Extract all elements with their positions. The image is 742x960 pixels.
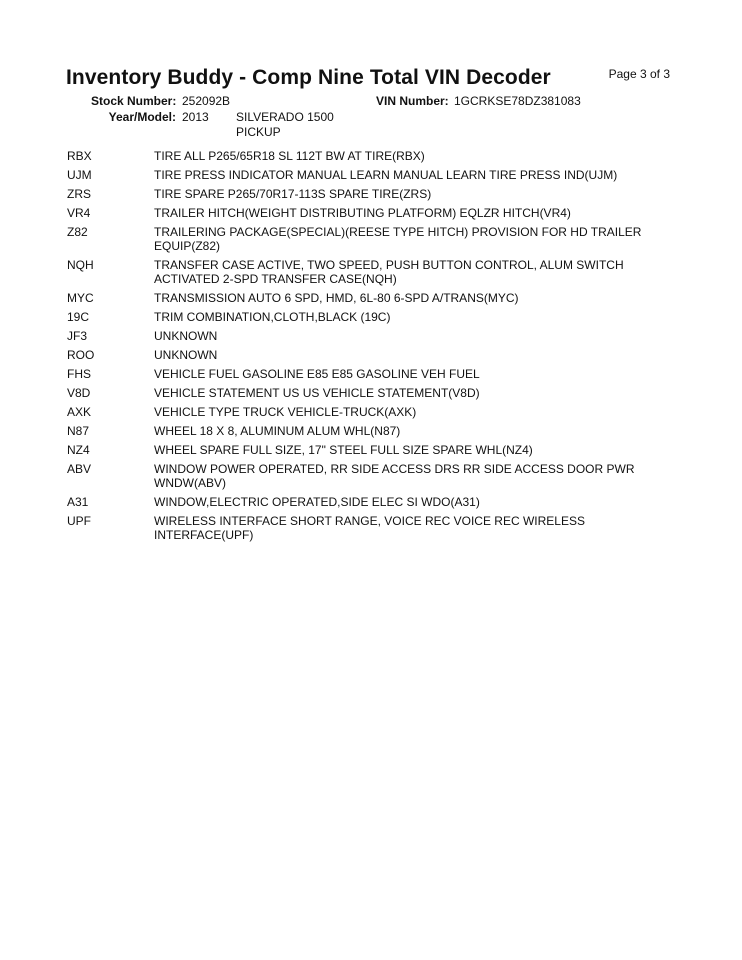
option-description: VEHICLE TYPE TRUCK VEHICLE-TRUCK(AXK) — [154, 405, 417, 419]
year-model-label — [91, 110, 176, 125]
vin-number-label-text: VIN Number: — [376, 94, 449, 108]
option-code: ZRS — [67, 187, 91, 201]
list-item — [67, 225, 667, 253]
vin-number-value: 1GCRKSE78DZ381083 — [454, 94, 581, 108]
list-item — [67, 329, 667, 343]
option-description: UNKNOWN — [154, 329, 218, 343]
list-item — [67, 495, 667, 509]
list-item — [67, 405, 667, 419]
option-code: FHS — [67, 367, 91, 381]
option-code: A31 — [67, 495, 89, 509]
option-code: ABV — [67, 462, 92, 476]
option-code: UJM — [67, 168, 92, 182]
option-code: UPF — [67, 514, 91, 528]
stock-number-label — [91, 94, 176, 109]
list-item — [67, 258, 667, 286]
option-description: TRANSMISSION AUTO 6 SPD, HMD, 6L-80 6-SPD A/TRANS(MYC) — [154, 291, 519, 305]
option-description: TRAILER HITCH(WEIGHT DISTRIBUTING PLATFORM) EQLZR HITCH(VR4) — [154, 206, 571, 220]
option-code: JF3 — [67, 329, 88, 343]
option-code: Z82 — [67, 225, 88, 239]
option-code: 19C — [67, 310, 90, 324]
page-title: Inventory Buddy - Comp Nine Total VIN Decoder — [66, 66, 551, 89]
list-item — [67, 424, 667, 438]
option-code: NZ4 — [67, 443, 90, 457]
option-description: VEHICLE FUEL GASOLINE E85 E85 GASOLINE VEH FUEL — [154, 367, 480, 381]
list-item — [67, 348, 667, 362]
option-description: TIRE ALL P265/65R18 SL 112T BW AT TIRE(RBX) — [154, 149, 425, 163]
list-item — [67, 291, 667, 305]
option-code: N87 — [67, 424, 90, 438]
option-code-list — [67, 149, 667, 547]
list-item — [67, 386, 667, 400]
vin-number-label — [376, 94, 449, 109]
list-item — [67, 149, 667, 163]
stock-number-label-text: Stock Number: — [91, 94, 177, 108]
option-description: VEHICLE STATEMENT US US VEHICLE STATEMENT(V8D) — [154, 386, 480, 400]
model-value: SILVERADO 1500 PICKUP — [236, 110, 334, 139]
list-item — [67, 206, 667, 220]
option-description: WINDOW,ELECTRIC OPERATED,SIDE ELEC SI WDO(A31) — [154, 495, 480, 509]
list-item — [67, 514, 667, 542]
stock-number-value: 252092B — [182, 94, 231, 108]
option-description: WIRELESS INTERFACE SHORT RANGE, VOICE REC VOICE REC WIRELESS INTERFACE(UPF) — [154, 514, 585, 542]
list-item — [67, 187, 667, 201]
option-code: ROO — [67, 348, 95, 362]
option-description: TRAILERING PACKAGE(SPECIAL)(REESE TYPE HITCH) PROVISION FOR HD TRAILER EQUIP(Z82) — [154, 225, 642, 253]
option-description: TIRE SPARE P265/70R17-113S SPARE TIRE(ZRS) — [154, 187, 432, 201]
option-description: TRIM COMBINATION,CLOTH,BLACK (19C) — [154, 310, 391, 324]
option-code: VR4 — [67, 206, 91, 220]
list-item — [67, 367, 667, 381]
list-item — [67, 310, 667, 324]
option-code: V8D — [67, 386, 91, 400]
option-description: WHEEL SPARE FULL SIZE, 17" STEEL FULL SIZE SPARE WHL(NZ4) — [154, 443, 533, 457]
list-item — [67, 168, 667, 182]
list-item — [67, 443, 667, 457]
year-value: 2013 — [182, 110, 209, 124]
year-model-label-text: Year/Model: — [108, 110, 176, 124]
page-number: Page 3 of 3 — [608, 67, 670, 81]
option-code: RBX — [67, 149, 92, 163]
option-code: AXK — [67, 405, 92, 419]
option-description: TIRE PRESS INDICATOR MANUAL LEARN MANUAL LEARN TIRE PRESS IND(UJM) — [154, 168, 618, 182]
list-item — [67, 462, 667, 490]
option-code: MYC — [67, 291, 94, 305]
option-description: WINDOW POWER OPERATED, RR SIDE ACCESS DRS RR SIDE ACCESS DOOR PWR WNDW(ABV) — [154, 462, 635, 490]
option-description: TRANSFER CASE ACTIVE, TWO SPEED, PUSH BUTTON CONTROL, ALUM SWITCH ACTIVATED 2-SPD TRANSFER CASE(NQH) — [154, 258, 624, 286]
option-code: NQH — [67, 258, 94, 272]
option-description: WHEEL 18 X 8, ALUMINUM ALUM WHL(N87) — [154, 424, 401, 438]
option-description: UNKNOWN — [154, 348, 218, 362]
